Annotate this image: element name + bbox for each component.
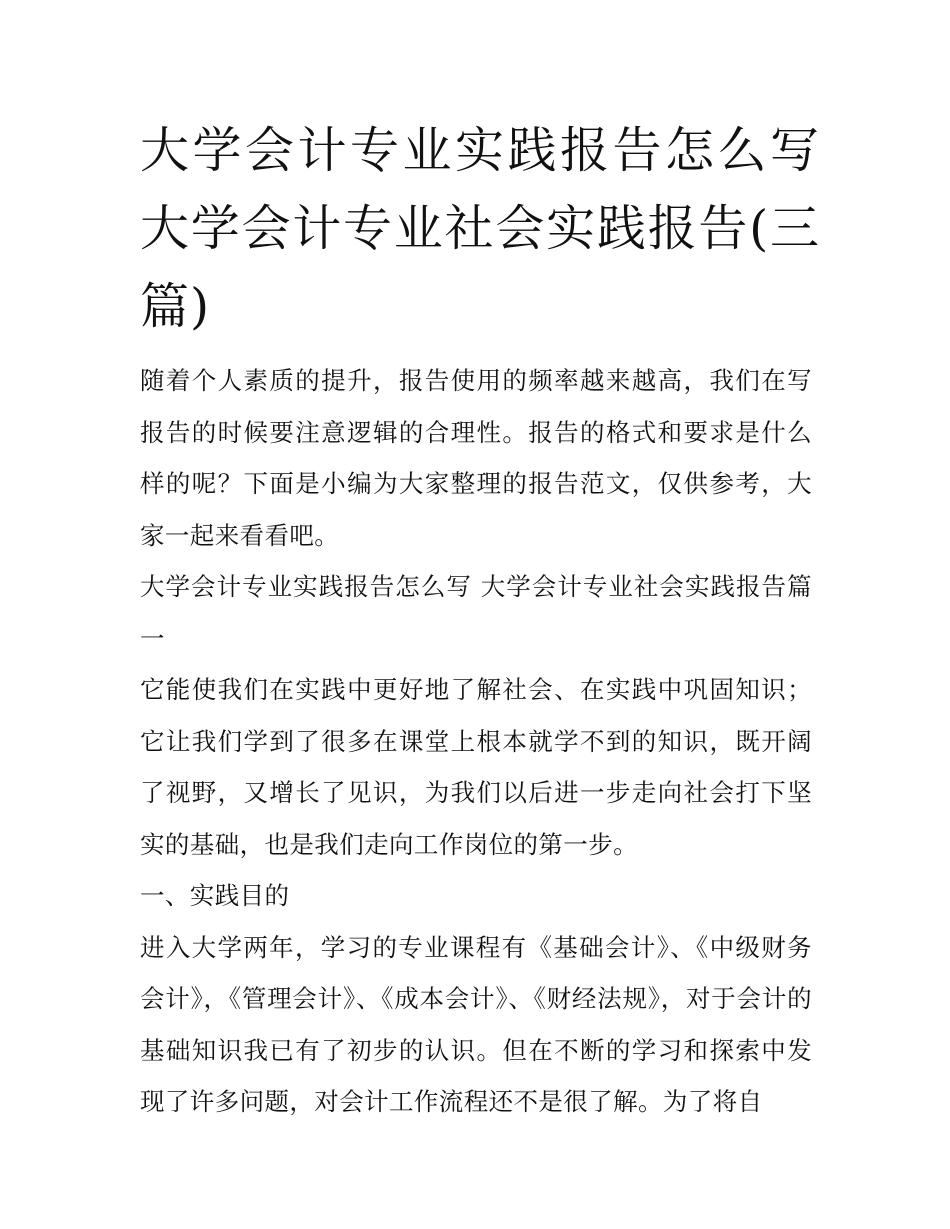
section-heading-part-one: 大学会计专业实践报告怎么写 大学会计专业社会实践报告篇一 <box>140 572 812 653</box>
intro-paragraph: 随着个人素质的提升，报告使用的频率越来越高，我们在写报告的时候要注意逻辑的合理性。报告的格式和要求是什么样的呢？下面是小编为大家整理的报告范文，仅供参考，大家一起来看看吧。 <box>140 366 812 550</box>
document-body <box>140 355 812 1128</box>
section-heading-practice-purpose: 一、实践目的 <box>140 881 290 910</box>
body-paragraph: 进入大学两年，学习的专业课程有《基础会计》、《中级财务会计》，《管理会计》、《成本会计》、《财经法规》，对于会计的基础知识我已有了初步的认识。但在不断的学习和探索中发现了许多问题，对会计工作流程还不是很了解。为了将自 <box>140 932 812 1116</box>
document-title: 大学会计专业实践报告怎么写 大学会计专业社会实践报告(三篇) <box>140 122 820 335</box>
body-paragraph: 它能使我们在实践中更好地了解社会、在实践中巩固知识；它让我们学到了很多在课堂上根本就学不到的知识，既开阔了视野，又增长了见识，为我们以后进一步走向社会打下坚实的基础，也是我们走向工作岗位的第一步。 <box>140 675 812 859</box>
